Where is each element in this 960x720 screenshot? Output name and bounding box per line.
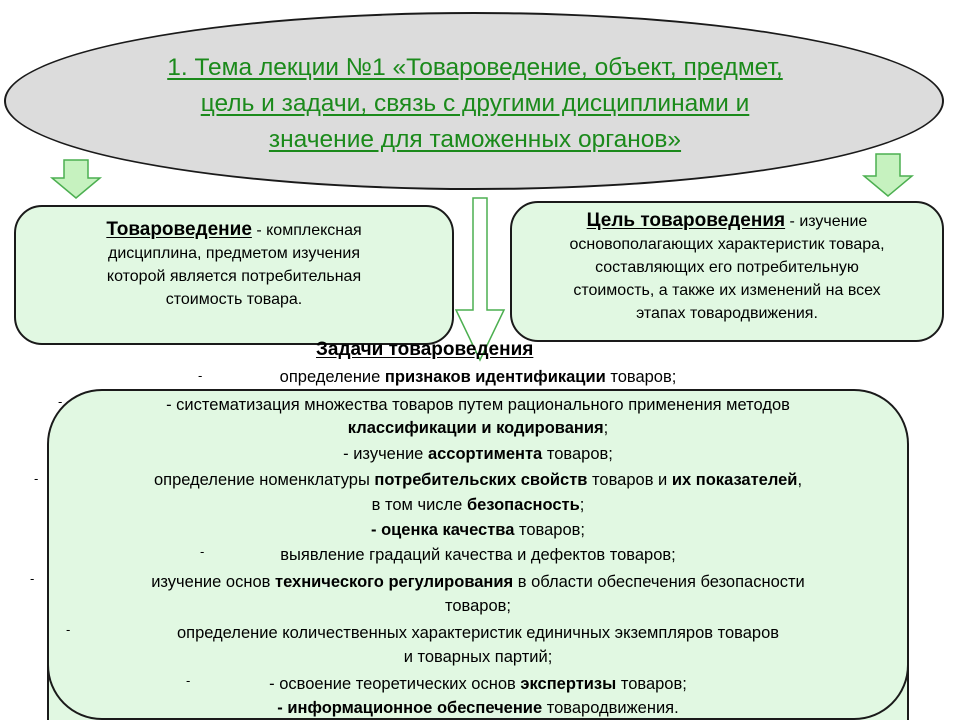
task-9-end: в области обеспечения безопасности — [513, 573, 805, 591]
task-line-9 — [48, 572, 908, 593]
task-line-13 — [48, 674, 908, 695]
goal-line-3: составляющих его потребительную — [595, 259, 859, 276]
goal-line-4: стоимость, а также их изменений на всех — [573, 282, 881, 299]
task-line-10: товаров; — [444, 597, 511, 615]
task-9-text: изучение основ — [151, 573, 275, 591]
task-6-end: ; — [579, 496, 585, 514]
lecture-title — [40, 50, 910, 158]
task-line-3 — [48, 418, 908, 439]
task-line-11: определение количественных характеристик единичных экземпляров товаров — [176, 624, 780, 642]
bullet-5: - — [30, 571, 35, 586]
task-14-end: товародвижения. — [542, 699, 679, 717]
task-4-bold: ассортимента — [427, 445, 543, 463]
task-5-mid: товаров и — [587, 471, 672, 489]
definition-term: Товароведение — [106, 219, 252, 240]
goal-line-1: изучение — [799, 213, 868, 230]
task-line-14 — [48, 698, 908, 719]
task-line-5 — [48, 470, 908, 491]
goal-text — [512, 209, 942, 325]
right-down-arrow-icon — [862, 154, 914, 198]
left-down-arrow-icon — [50, 160, 102, 200]
task-7-bold: - оценка качества — [371, 521, 515, 539]
task-3-end: ; — [603, 419, 609, 437]
task-1-end: товаров; — [605, 368, 677, 386]
task-5-end: , — [797, 471, 803, 489]
task-4-text: - изучение — [343, 445, 428, 463]
definition-line-1: комплексная — [266, 222, 362, 239]
task-line-1 — [48, 367, 908, 388]
tasks-title: Задачи товароведения — [316, 339, 534, 360]
goal-line-2: основополагающих характеристик товара, — [569, 236, 885, 253]
task-line-6 — [48, 495, 908, 516]
definition-dash: - — [251, 222, 267, 239]
task-4-end: товаров; — [542, 445, 613, 463]
task-3-bold: классификации и кодирования — [347, 419, 604, 437]
bullet-1: - — [198, 368, 203, 383]
task-6-bold: безопасность — [466, 496, 580, 514]
task-1-bold: признаков идентификации — [384, 368, 606, 386]
bullet-3: - — [34, 471, 39, 486]
definition-line-2: дисциплина, предметом изучения — [107, 245, 360, 262]
task-13-bold: экспертизы — [520, 675, 617, 693]
task-line-8: выявление градаций качества и дефектов товаров; — [280, 546, 676, 564]
bullet-6: - — [66, 622, 71, 637]
task-13-text: - освоение теоретических основ — [269, 675, 521, 693]
task-13-end: товаров; — [616, 675, 687, 693]
task-5-bold: потребительских свойств — [374, 471, 588, 489]
goal-term: Цель товароведения — [586, 210, 786, 231]
goal-line-5: этапах товародвижения. — [636, 305, 818, 322]
task-14-bold: - информационное обеспечение — [277, 699, 543, 717]
center-down-arrow-icon — [454, 198, 506, 362]
bullet-2: - — [58, 394, 63, 409]
title-line-3: значение для таможенных органов» — [268, 126, 682, 153]
title-line-1: 1. Тема лекции №1 «Товароведение, объект, предмет, — [167, 54, 783, 81]
task-7-end: товаров; — [514, 521, 585, 539]
bullet-7: - — [186, 673, 191, 688]
task-line-7 — [48, 520, 908, 541]
task-6-text: в том числе — [371, 496, 467, 514]
task-5-text: определение номенклатуры — [153, 471, 375, 489]
task-1-text: определение — [279, 368, 385, 386]
task-line-2: - систематизация множества товаров путем рационального применения методов — [166, 396, 790, 414]
task-5-bold-2: их показателей — [671, 471, 798, 489]
definition-text — [18, 218, 450, 311]
definition-line-3: которой является потребительная — [106, 268, 362, 285]
bullet-4: - — [200, 544, 205, 559]
definition-line-4: стоимость товара. — [165, 291, 303, 308]
title-line-2: цель и задачи, связь с другими дисциплинами и — [200, 90, 750, 117]
goal-dash: - — [785, 213, 800, 230]
task-line-4 — [48, 444, 908, 465]
task-9-bold: технического регулирования — [274, 573, 514, 591]
task-line-12: и товарных партий; — [403, 648, 553, 666]
